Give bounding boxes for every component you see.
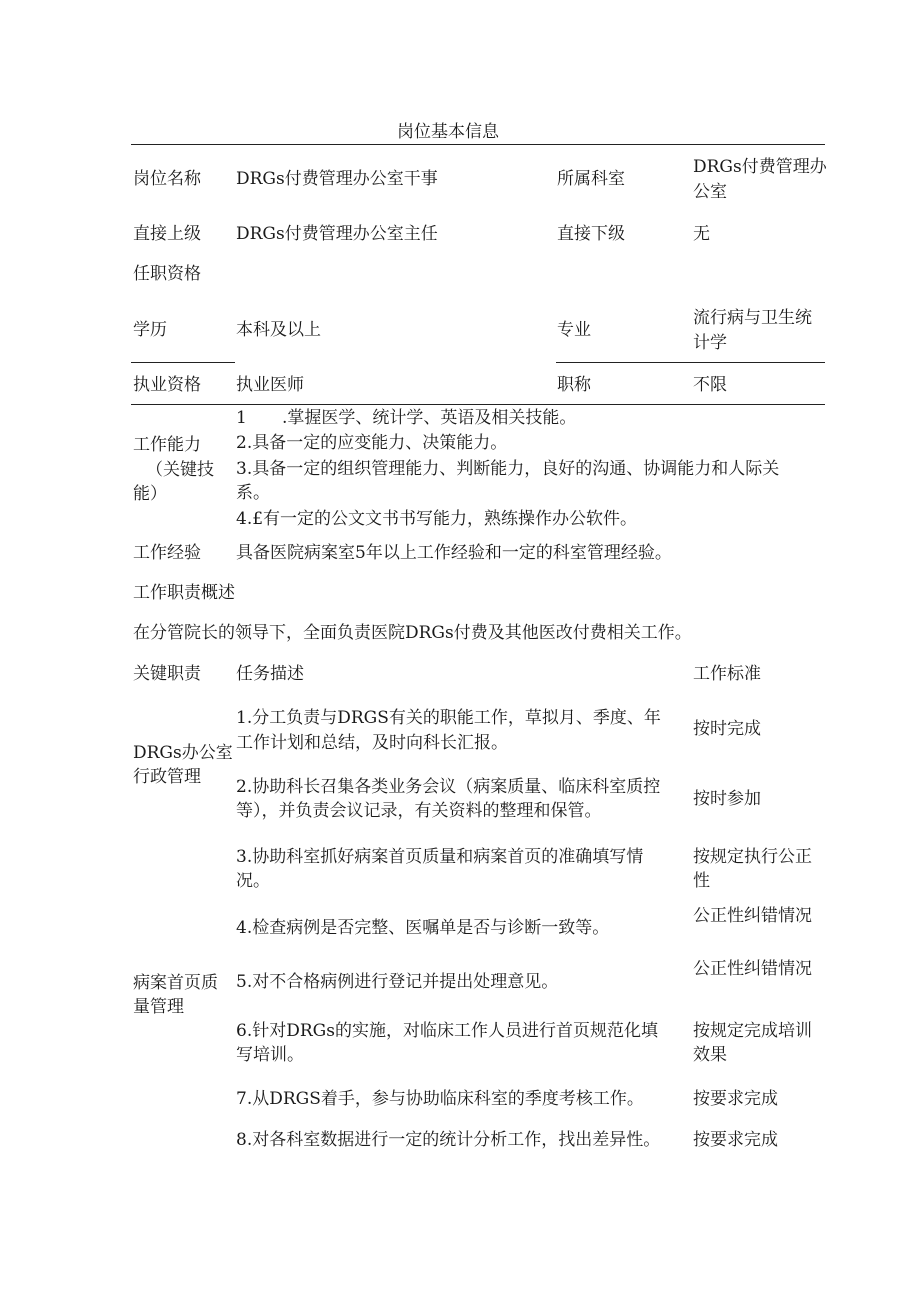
duty-group-record-line1: 病案首页质 xyxy=(133,973,218,993)
qualification-rule xyxy=(131,404,825,405)
duties-col-key: 关键职责 xyxy=(133,664,201,684)
task-3-std-line1: 按规定执行公正 xyxy=(693,847,812,867)
major-value-line1: 流行病与卫生统 xyxy=(693,308,812,328)
major-label: 专业 xyxy=(557,320,591,340)
task-5-std: 公正性纠错情况 xyxy=(693,959,812,979)
license-label: 执业资格 xyxy=(133,375,201,395)
subordinate-value: 无 xyxy=(693,224,710,244)
task-2-line2: 等），并负责会议记录，有关资料的整理和保管。 xyxy=(236,801,602,821)
ability-item3-line1: 3.具备一定的组织管理能力、判断能力，良好的沟通、协调能力和人际关 xyxy=(236,459,780,479)
duty-group-admin-line1: DRGs办公室 xyxy=(133,743,233,763)
task-1-line2: 工作计划和总结，及时向科长汇报。 xyxy=(236,733,508,753)
superior-value: DRGs付费管理办公室主任 xyxy=(236,224,438,244)
position-value: DRGs付费管理办公室干事 xyxy=(236,169,438,189)
task-6-std-line2: 效果 xyxy=(693,1045,727,1065)
dept-value-line1: DRGs付费管理办 xyxy=(693,157,827,177)
title-value: 不限 xyxy=(693,375,727,395)
ability-item2: 2.具备一定的应变能力、决策能力。 xyxy=(236,433,508,453)
ability-item4: 4.£有一定的公文文书书写能力，熟练操作办公软件。 xyxy=(236,509,638,529)
ability-item3-line2: 系。 xyxy=(236,483,270,503)
subordinate-label: 直接下级 xyxy=(557,224,625,244)
dept-label: 所属科室 xyxy=(557,169,625,189)
task-4-std: 公正性纠错情况 xyxy=(693,906,812,926)
dept-value-line2: 公室 xyxy=(693,182,727,202)
duty-group-admin-line2: 行政管理 xyxy=(133,767,201,787)
edu-value: 本科及以上 xyxy=(236,320,321,340)
edu-label: 学历 xyxy=(133,320,167,340)
title-rule xyxy=(131,144,825,145)
license-value: 执业医师 xyxy=(236,375,304,395)
task-3-std-line2: 性 xyxy=(693,871,710,891)
ability-label-line1: 工作能力 xyxy=(133,435,201,455)
ability-label-line2: （关键技 xyxy=(146,460,214,480)
task-1-std: 按时完成 xyxy=(693,719,761,739)
task-4-line1: 4.检查病例是否完整、医嘱单是否与诊断一致等。 xyxy=(236,918,610,938)
task-8-line1: 8.对各科室数据进行一定的统计分析工作，找出差异性。 xyxy=(236,1130,661,1150)
task-2-std: 按时参加 xyxy=(693,789,761,809)
duties-col-task: 任务描述 xyxy=(236,664,304,684)
position-label: 岗位名称 xyxy=(133,169,201,189)
major-value-line2: 计学 xyxy=(693,333,727,353)
summary-label: 工作职责概述 xyxy=(133,583,235,603)
edu-rule xyxy=(131,362,235,363)
task-7-std: 按要求完成 xyxy=(693,1089,778,1109)
superior-label: 直接上级 xyxy=(133,224,201,244)
duty-group-record-line2: 量管理 xyxy=(133,997,184,1017)
title-label: 职称 xyxy=(557,375,591,395)
summary-text: 在分管院长的领导下，全面负责医院DRGs付费及其他医改付费相关工作。 xyxy=(133,623,692,643)
qualification-section-label: 任职资格 xyxy=(133,264,201,284)
task-6-line1: 6.针对DRGs的实施，对临床工作人员进行首页规范化填 xyxy=(236,1021,658,1041)
task-6-line2: 写培训。 xyxy=(236,1045,304,1065)
task-7-line1: 7.从DRGS着手，参与协助临床科室的季度考核工作。 xyxy=(236,1089,644,1109)
task-3-line2: 况。 xyxy=(236,871,270,891)
experience-value: 具备医院病案室5年以上工作经验和一定的科室管理经验。 xyxy=(236,543,672,563)
ability-item1-text: .掌握医学、统计学、英语及相关技能。 xyxy=(282,408,577,428)
ability-item1-num: 1 xyxy=(236,408,247,428)
major-rule xyxy=(556,362,825,363)
task-3-line1: 3.协助科室抓好病案首页质量和病案首页的准确填写情 xyxy=(236,847,644,867)
task-8-std: 按要求完成 xyxy=(693,1130,778,1150)
experience-label: 工作经验 xyxy=(133,543,201,563)
task-6-std-line1: 按规定完成培训 xyxy=(693,1021,812,1041)
duties-col-std: 工作标准 xyxy=(693,664,761,684)
page-title: 岗位基本信息 xyxy=(397,122,499,142)
task-1-line1: 1.分工负责与DRGS有关的职能工作，草拟月、季度、年 xyxy=(236,708,661,728)
task-5-line1: 5.对不合格病例进行登记并提出处理意见。 xyxy=(236,972,559,992)
task-2-line1: 2.协助科长召集各类业务会议（病案质量、临床科室质控 xyxy=(236,777,661,797)
ability-label-line3: 能） xyxy=(133,484,167,504)
